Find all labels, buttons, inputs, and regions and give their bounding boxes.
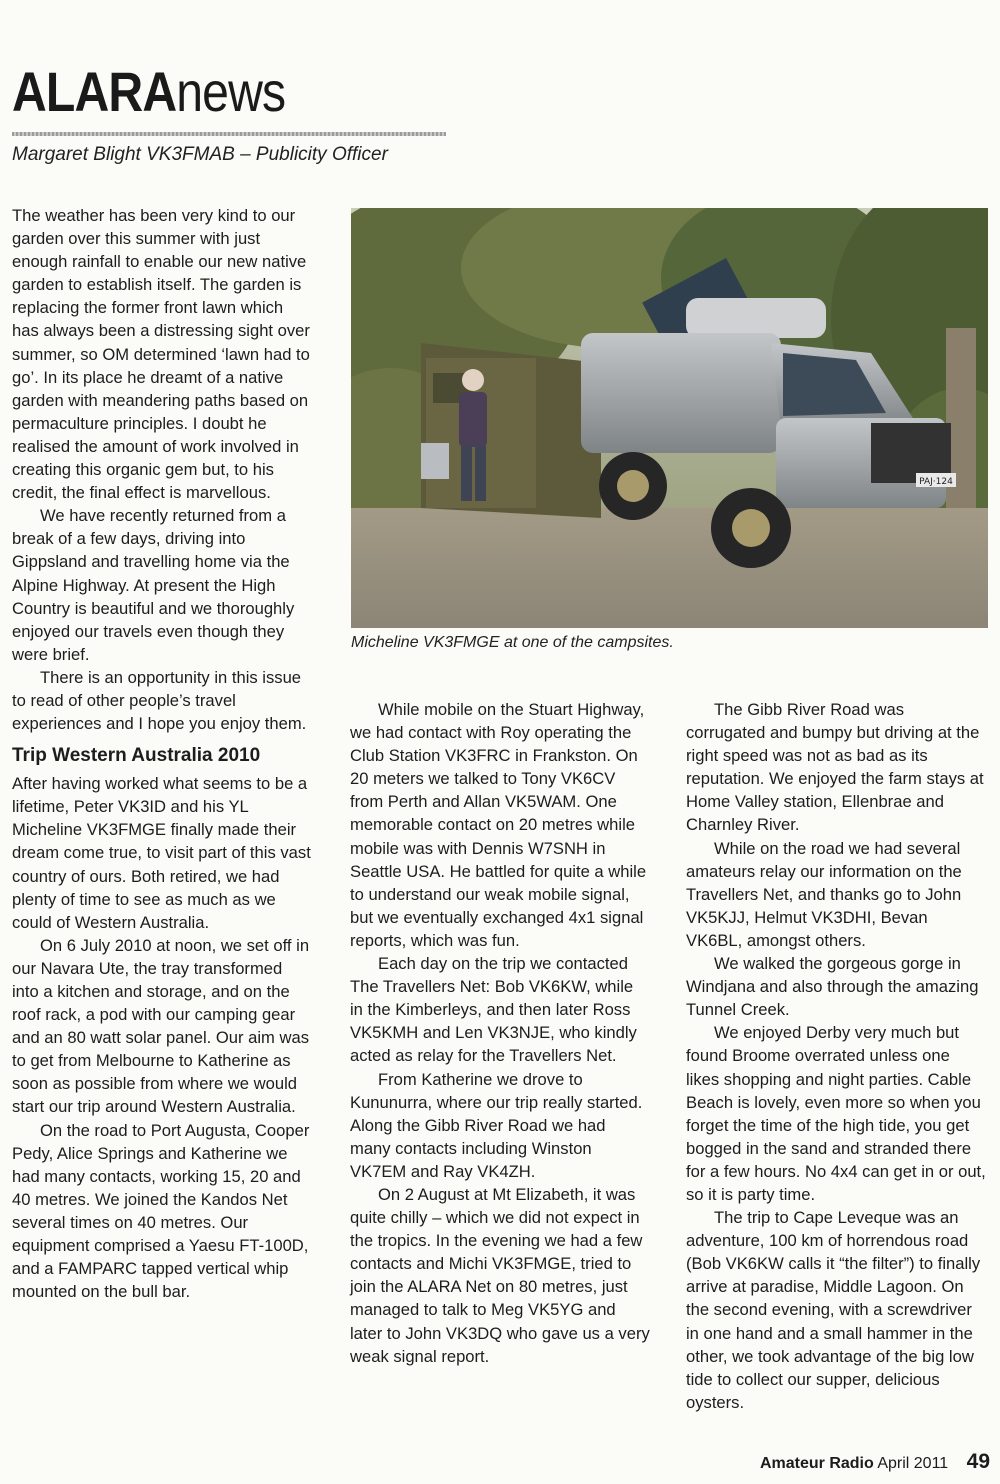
byline: Margaret Blight VK3FMAB – Publicity Officer [12,144,388,165]
paragraph: From Katherine we drove to Kununurra, where our trip really started. Along the Gibb River Road we had many contacts including Winston VK7EM and Ray VK4ZH. [350,1069,643,1181]
campsite-photo [351,208,988,628]
paragraph: While mobile on the Stuart Highway, we had contact with Roy operating the Club Station VK3FRC in Frankston. On 20 meters we talked to Tony VK6CV from Perth and Allan VK5WAM. One memorable contact on 20 metres while mobile was with Dennis W7SNH in Seattle USA. He battled for quite a while to understand our weak mobile signal, but we eventually exchanged 4x1 signal reports, which was fun. [350,700,647,950]
section-title [12,62,285,122]
article-column-1 [12,204,312,1303]
paragraph: On 2 August at Mt Elizabeth, it was quite chilly – which we did not expect in the tropics. In the evening we had a few contacts and Michi VK3FMGE, tried to join the ALARA Net on 80 metres, just managed to talk to Meg VK5YG and later to John VK3DQ who gave us a very weak signal report. [350,1184,650,1366]
paragraph: On the road to Port Augusta, Cooper Pedy, Alice Springs and Katherine we had many contacts, working 15, 20 and 40 metres. We joined the Kandos Net several times on 40 metres. Our equipment comprised a Yaesu FT-100D, and a FAMPARC tapped vertical whip mounted on the bull bar. [12,1120,310,1302]
paragraph: The trip to Cape Leveque was an adventure, 100 km of horrendous road (Bob VK6KW calls it “the filter”) to finally arrive at paradise, Middle Lagoon. On the second evening, with a screwdriver in one hand and a small hammer in the other, we took advantage of the big low tide to collect our supper, delicious oysters. [686,1208,981,1412]
article-column-2 [350,698,650,1368]
paragraph: We enjoyed Derby very much but found Broome overrated unless one likes shopping and night parties. Cable Beach is lovely, even more so when you forget the time of the high tide, you get bogged in the sand and stranded there for a few hours. No 4x4 can get in or out, so it is party time. [686,1023,986,1204]
photo-caption: Micheline VK3FMGE at one of the campsites. [351,634,674,651]
section-title-thin: news [176,60,286,123]
paragraph: Each day on the trip we contacted The Travellers Net: Bob VK6KW, while in the Kimberleys, and then later Ross VK5KMH and Len VK3NJE, who kindly acted as relay for the Travellers Net. [350,954,637,1066]
section-title-bold: ALARA [12,60,177,123]
paragraph: On 6 July 2010 at noon, we set off in our Navara Ute, the tray transformed into a kitchen and storage, and on the roof rack, a pod with our camping gear and an 80 watt solar panel. Our aim was to get from Melbourne to Katherine as soon as possible from where we would start our trip around Western Australia. [12,935,310,1117]
paragraph: The weather has been very kind to our garden over this summer with just enough rainfall to enable our new native garden to establish itself. The garden is replacing the former front lawn which has always been a distressing sight over summer, so OM determined ‘lawn had to go’. In its place he dreamt of a native garden with meandering paths based on permaculture principles. I doubt he realised the amount of work involved in creating this organic gem but, to his credit, the final effect is marvellous. [12,206,310,503]
issue-date: April 2011 [877,1455,949,1472]
paragraph: We have recently returned from a break of a few days, driving into Gippsland and travelling home via the Alpine Highway. At present the High Country is beautiful and we thoroughly enjoyed our travels even though they were brief. [12,506,295,664]
title-rule [12,132,446,136]
page-footer [700,1450,990,1476]
article-column-3 [686,698,986,1414]
page-number: 49 [966,1450,990,1473]
paragraph: We walked the gorgeous gorge in Windjana and also through the amazing Tunnel Creek. [686,954,979,1020]
campsite-photo-illustration [351,208,988,628]
license-plate: PAJ·124 [919,477,953,487]
magazine-name: Amateur Radio [759,1455,874,1472]
paragraph: After having worked what seems to be a lifetime, Peter VK3ID and his YL Micheline VK3FMGE finally made their dream come true, to visit part of this vast country of ours. Both retired, we had plenty of time to see as much as we could of Western Australia. [12,774,311,932]
subheading: Trip Western Australia 2010 [12,745,261,767]
paragraph: While on the road we had several amateurs relay our information on the Travellers Net, and thanks go to John VK5KJJ, Helmut VK3DHI, Bevan VK6BL, amongst others. [686,838,962,950]
paragraph: There is an opportunity in this issue to read of other people’s travel experiences and I hope you enjoy them. [12,667,307,734]
paragraph: The Gibb River Road was corrugated and bumpy but driving at the right speed was not as bad as its reputation. We enjoyed the farm stays at Home Valley station, Ellenbrae and Charnley River. [686,700,984,835]
